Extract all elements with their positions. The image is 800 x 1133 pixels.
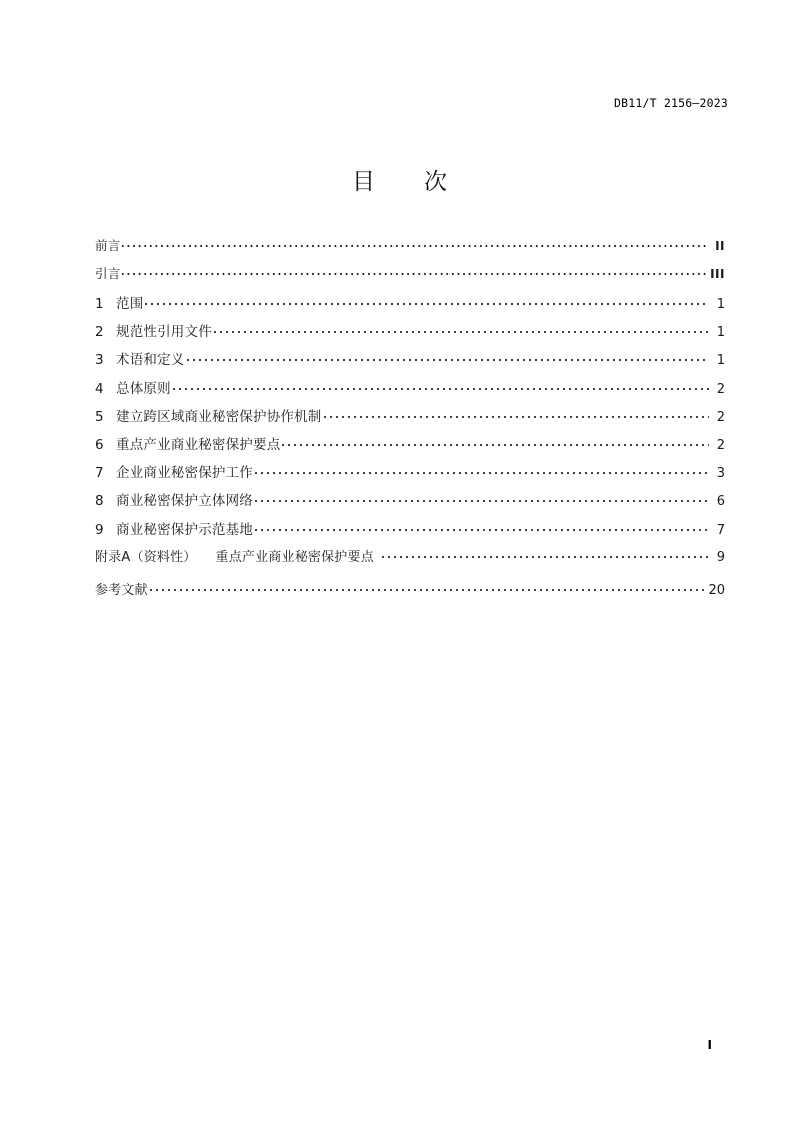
toc-entry[interactable] xyxy=(95,461,725,489)
toc-dot-leader xyxy=(380,548,709,561)
toc-entry-page-number: 1 xyxy=(716,297,725,312)
toc-entry-page-number: 2 xyxy=(716,437,725,453)
toc-entry[interactable] xyxy=(95,433,725,461)
toc-entry-page-number: III xyxy=(710,267,725,281)
toc-dot-leader xyxy=(171,379,709,393)
toc-entry-label: 企业商业秘密保护工作 xyxy=(116,465,253,482)
toc-entry-number: 2 xyxy=(95,324,104,341)
toc-dot-leader xyxy=(253,520,709,534)
toc-entry-label: 范围 xyxy=(116,296,144,312)
toc-entry-page-number: 9 xyxy=(716,549,725,565)
toc-entry-label: 引言 xyxy=(95,266,121,281)
toc-entry-label: 重点产业商业秘密保护要点 xyxy=(116,436,281,453)
toc-dot-leader xyxy=(322,407,710,421)
toc-entry[interactable] xyxy=(95,377,725,405)
toc-annex-title: 重点产业商业秘密保护要点 xyxy=(215,549,374,565)
toc-entry-page-number: 2 xyxy=(716,381,725,397)
toc-dot-leader xyxy=(143,295,709,309)
toc-entry-label: 总体原则 xyxy=(116,380,171,397)
toc-entry-page-number: 20 xyxy=(708,582,725,598)
toc-entry-page-number: 6 xyxy=(716,494,725,510)
standard-number-header: DB11/T 2156—2023 xyxy=(614,96,728,110)
table-of-contents xyxy=(95,236,725,609)
toc-entry-label: 商业秘密保护立体网络 xyxy=(116,493,253,510)
toc-entry-number: 1 xyxy=(95,296,104,312)
toc-entry[interactable] xyxy=(95,292,725,320)
toc-entry-number: 9 xyxy=(95,521,104,538)
toc-entry-label: 前言 xyxy=(95,238,121,253)
toc-entry[interactable] xyxy=(95,348,725,376)
toc-entry-page-number: 1 xyxy=(716,325,725,341)
toc-entry-label: 规范性引用文件 xyxy=(116,324,212,341)
toc-entry[interactable] xyxy=(95,518,725,546)
toc-entry[interactable] xyxy=(95,320,725,348)
toc-entry-label: 术语和定义 xyxy=(116,352,185,369)
toc-entry[interactable] xyxy=(95,264,725,292)
page-title: 目 次 xyxy=(352,169,448,195)
toc-entry-label: 参考文献 xyxy=(95,582,148,598)
toc-entry-number: 8 xyxy=(95,493,104,510)
toc-entry-page-number: II xyxy=(715,239,725,253)
toc-entry[interactable] xyxy=(95,546,725,579)
toc-entry-page-number: 7 xyxy=(716,522,725,538)
toc-entry-page-number: 3 xyxy=(716,466,725,482)
toc-entry-number: 3 xyxy=(95,352,104,369)
toc-dot-leader xyxy=(280,435,709,449)
toc-entry-label: 商业秘密保护示范基地 xyxy=(116,521,253,538)
footer-page-number: I xyxy=(707,1038,712,1052)
toc-annex-designation: 附录A（资料性） xyxy=(95,549,197,565)
toc-dot-leader xyxy=(148,581,705,594)
toc-entry[interactable] xyxy=(95,579,725,609)
toc-entry-number: 7 xyxy=(95,465,104,482)
toc-entry-page-number: 2 xyxy=(716,409,725,425)
toc-dot-leader xyxy=(253,464,709,478)
toc-entry-label xyxy=(95,546,374,565)
toc-entry[interactable] xyxy=(95,236,725,264)
toc-dot-leader xyxy=(120,238,709,251)
toc-entry[interactable] xyxy=(95,405,725,433)
toc-entry-number: 6 xyxy=(95,436,104,453)
toc-entry-label: 建立跨区域商业秘密保护协作机制 xyxy=(116,408,322,425)
toc-entry-page-number: 1 xyxy=(716,353,725,369)
toc-dot-leader xyxy=(253,492,709,506)
toc-entry[interactable] xyxy=(95,489,725,517)
toc-dot-leader xyxy=(185,351,710,365)
toc-dot-leader xyxy=(120,266,706,279)
toc-dot-leader xyxy=(212,323,709,337)
toc-entry-number: 4 xyxy=(95,380,104,397)
toc-entry-number: 5 xyxy=(95,408,104,425)
